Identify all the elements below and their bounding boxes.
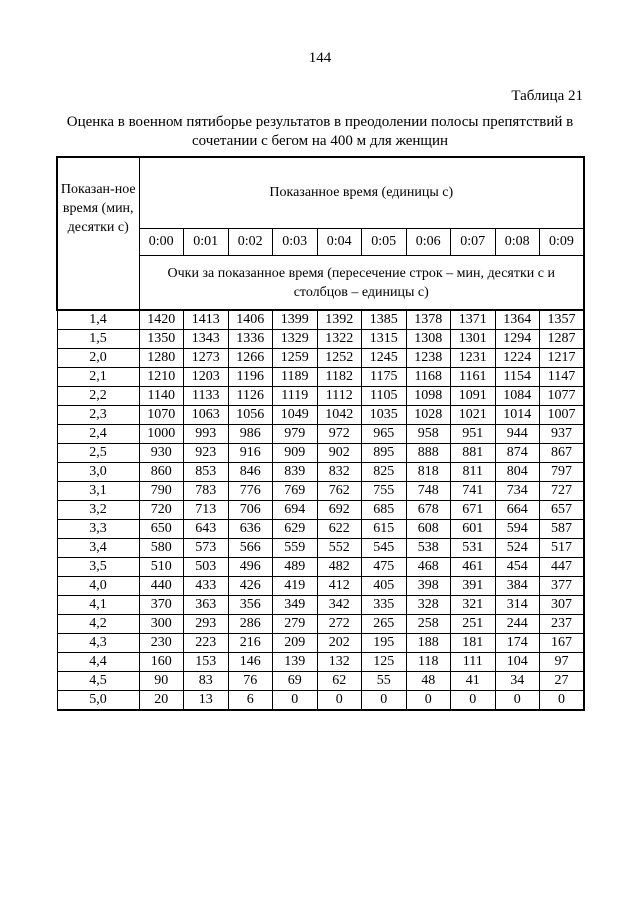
score-cell: 272: [317, 615, 362, 634]
table-body: [57, 310, 584, 710]
score-cell: 867: [540, 444, 585, 463]
row-header-cell: Показан-ное время (мин, десятки с): [57, 157, 139, 310]
score-cell: 720: [139, 501, 184, 520]
score-cell: 398: [406, 577, 451, 596]
score-cell: 482: [317, 558, 362, 577]
score-cell: 629: [273, 520, 318, 539]
score-cell: 1273: [184, 349, 229, 368]
score-cell: 902: [317, 444, 362, 463]
score-cell: 678: [406, 501, 451, 520]
score-cell: 664: [495, 501, 540, 520]
score-cell: 1266: [228, 349, 273, 368]
score-cell: 559: [273, 539, 318, 558]
score-cell: 727: [540, 482, 585, 501]
score-cell: 1406: [228, 310, 273, 330]
column-header-cell: 0:06: [406, 228, 451, 255]
row-time-cell: 5,0: [57, 691, 139, 711]
score-cell: 776: [228, 482, 273, 501]
table-row: [57, 653, 584, 672]
score-cell: 188: [406, 634, 451, 653]
score-cell: 1091: [451, 387, 496, 406]
score-cell: 1077: [540, 387, 585, 406]
score-cell: 433: [184, 577, 229, 596]
score-cell: 454: [495, 558, 540, 577]
score-cell: 0: [362, 691, 407, 711]
score-cell: 685: [362, 501, 407, 520]
column-header-cell: 0:04: [317, 228, 362, 255]
row-time-cell: 2,0: [57, 349, 139, 368]
score-cell: 517: [540, 539, 585, 558]
score-cell: 1189: [273, 368, 318, 387]
score-cell: 1343: [184, 330, 229, 349]
score-cell: 694: [273, 501, 318, 520]
score-cell: 839: [273, 463, 318, 482]
score-cell: 468: [406, 558, 451, 577]
score-cell: 734: [495, 482, 540, 501]
score-cell: 384: [495, 577, 540, 596]
score-cell: 1336: [228, 330, 273, 349]
score-cell: 825: [362, 463, 407, 482]
score-cell: 111: [451, 653, 496, 672]
table-title: Оценка в военном пятиборье результатов в преодолении полосы препятствий в сочетании с бегом на 400 м для женщин: [66, 114, 574, 149]
score-cell: 244: [495, 615, 540, 634]
score-cell: 979: [273, 425, 318, 444]
table-row: [57, 596, 584, 615]
score-cell: 307: [540, 596, 585, 615]
score-cell: 755: [362, 482, 407, 501]
score-cell: 587: [540, 520, 585, 539]
score-cell: 314: [495, 596, 540, 615]
score-cell: 419: [273, 577, 318, 596]
row-time-cell: 4,3: [57, 634, 139, 653]
row-time-cell: 2,1: [57, 368, 139, 387]
score-cell: 594: [495, 520, 540, 539]
score-cell: 993: [184, 425, 229, 444]
score-cell: 447: [540, 558, 585, 577]
score-cell: 846: [228, 463, 273, 482]
score-cell: 356: [228, 596, 273, 615]
table-row: [57, 425, 584, 444]
score-cell: 76: [228, 672, 273, 691]
score-cell: 202: [317, 634, 362, 653]
score-cell: 1112: [317, 387, 362, 406]
table-row: [57, 615, 584, 634]
points-header-cell: Очки за показанное время (пересечение строк – мин, десятки с и столбцов – единицы с): [139, 256, 584, 310]
score-cell: 643: [184, 520, 229, 539]
score-cell: 48: [406, 672, 451, 691]
score-cell: 146: [228, 653, 273, 672]
score-cell: 713: [184, 501, 229, 520]
score-cell: 426: [228, 577, 273, 596]
score-cell: 1238: [406, 349, 451, 368]
score-cell: 97: [540, 653, 585, 672]
table-row: [57, 310, 584, 330]
row-time-cell: 3,2: [57, 501, 139, 520]
header-row-time: [57, 157, 584, 228]
score-cell: 300: [139, 615, 184, 634]
score-cell: 1084: [495, 387, 540, 406]
score-cell: 1028: [406, 406, 451, 425]
row-time-cell: 2,4: [57, 425, 139, 444]
score-cell: 804: [495, 463, 540, 482]
score-cell: 20: [139, 691, 184, 711]
score-cell: 1007: [540, 406, 585, 425]
column-header-cell: 0:09: [540, 228, 585, 255]
table-row: [57, 368, 584, 387]
row-time-cell: 2,5: [57, 444, 139, 463]
score-cell: 328: [406, 596, 451, 615]
score-cell: 209: [273, 634, 318, 653]
score-cell: 0: [273, 691, 318, 711]
score-cell: 55: [362, 672, 407, 691]
score-cell: 461: [451, 558, 496, 577]
score-cell: 90: [139, 672, 184, 691]
column-header-cell: 0:03: [273, 228, 318, 255]
score-cell: 412: [317, 577, 362, 596]
score-cell: 321: [451, 596, 496, 615]
score-cell: 160: [139, 653, 184, 672]
score-cell: 881: [451, 444, 496, 463]
column-header-cell: 0:07: [451, 228, 496, 255]
row-time-cell: 2,3: [57, 406, 139, 425]
score-cell: 895: [362, 444, 407, 463]
column-header-cell: 0:05: [362, 228, 407, 255]
score-cell: 1119: [273, 387, 318, 406]
table-row: [57, 406, 584, 425]
row-time-cell: 4,2: [57, 615, 139, 634]
score-cell: 1294: [495, 330, 540, 349]
score-cell: 762: [317, 482, 362, 501]
table-row: [57, 349, 584, 368]
score-cell: 1301: [451, 330, 496, 349]
score-cell: 636: [228, 520, 273, 539]
score-cell: 1420: [139, 310, 184, 330]
column-header-cell: 0:08: [495, 228, 540, 255]
row-time-cell: 3,4: [57, 539, 139, 558]
column-header-cell: 0:01: [184, 228, 229, 255]
score-cell: 1217: [540, 349, 585, 368]
score-cell: 832: [317, 463, 362, 482]
score-cell: 265: [362, 615, 407, 634]
score-cell: 524: [495, 539, 540, 558]
score-cell: 1098: [406, 387, 451, 406]
row-time-cell: 3,5: [57, 558, 139, 577]
score-cell: 1308: [406, 330, 451, 349]
score-cell: 258: [406, 615, 451, 634]
score-cell: 566: [228, 539, 273, 558]
score-cell: 1280: [139, 349, 184, 368]
score-cell: 1329: [273, 330, 318, 349]
score-cell: 349: [273, 596, 318, 615]
score-cell: 692: [317, 501, 362, 520]
score-cell: 27: [540, 672, 585, 691]
score-cell: 1147: [540, 368, 585, 387]
score-cell: 1063: [184, 406, 229, 425]
column-header-cell: 0:00: [139, 228, 184, 255]
score-cell: 1315: [362, 330, 407, 349]
score-cell: 1196: [228, 368, 273, 387]
score-cell: 1021: [451, 406, 496, 425]
score-cell: 1357: [540, 310, 585, 330]
score-cell: 503: [184, 558, 229, 577]
score-cell: 1070: [139, 406, 184, 425]
table-row: [57, 691, 584, 711]
row-time-cell: 3,3: [57, 520, 139, 539]
score-cell: 769: [273, 482, 318, 501]
score-cell: 125: [362, 653, 407, 672]
score-cell: 391: [451, 577, 496, 596]
score-cell: 1350: [139, 330, 184, 349]
score-cell: 748: [406, 482, 451, 501]
score-cell: 1035: [362, 406, 407, 425]
table-row: [57, 558, 584, 577]
score-cell: 622: [317, 520, 362, 539]
score-cell: 1322: [317, 330, 362, 349]
score-cell: 69: [273, 672, 318, 691]
score-cell: 615: [362, 520, 407, 539]
score-cell: 706: [228, 501, 273, 520]
score-cell: 951: [451, 425, 496, 444]
score-cell: 601: [451, 520, 496, 539]
score-cell: 0: [406, 691, 451, 711]
score-cell: 440: [139, 577, 184, 596]
score-cell: 0: [540, 691, 585, 711]
score-cell: 489: [273, 558, 318, 577]
score-cell: 153: [184, 653, 229, 672]
score-cell: 1224: [495, 349, 540, 368]
table-row: [57, 463, 584, 482]
score-cell: 510: [139, 558, 184, 577]
table-row: [57, 330, 584, 349]
table-row: [57, 634, 584, 653]
score-cell: 475: [362, 558, 407, 577]
score-cell: 958: [406, 425, 451, 444]
score-cell: 1413: [184, 310, 229, 330]
score-cell: 1378: [406, 310, 451, 330]
score-cell: 34: [495, 672, 540, 691]
score-cell: 1231: [451, 349, 496, 368]
score-cell: 1168: [406, 368, 451, 387]
table-row: [57, 482, 584, 501]
table-row: [57, 577, 584, 596]
page-number: 144: [308, 50, 332, 66]
score-cell: 1399: [273, 310, 318, 330]
table-row: [57, 539, 584, 558]
score-cell: 1049: [273, 406, 318, 425]
table-row: [57, 672, 584, 691]
score-cell: 167: [540, 634, 585, 653]
score-cell: 237: [540, 615, 585, 634]
table-row: [57, 520, 584, 539]
score-cell: 62: [317, 672, 362, 691]
score-cell: 741: [451, 482, 496, 501]
score-cell: 1161: [451, 368, 496, 387]
score-cell: 0: [495, 691, 540, 711]
time-header-cell: Показанное время (единицы с): [139, 157, 584, 228]
score-cell: 1364: [495, 310, 540, 330]
score-cell: 657: [540, 501, 585, 520]
score-table: [56, 156, 585, 711]
table-row: [57, 444, 584, 463]
row-time-cell: 4,1: [57, 596, 139, 615]
score-cell: 1133: [184, 387, 229, 406]
score-cell: 83: [184, 672, 229, 691]
score-cell: 1252: [317, 349, 362, 368]
score-cell: 923: [184, 444, 229, 463]
score-cell: 930: [139, 444, 184, 463]
score-cell: 496: [228, 558, 273, 577]
column-header-cell: 0:02: [228, 228, 273, 255]
score-cell: 1392: [317, 310, 362, 330]
score-cell: 279: [273, 615, 318, 634]
score-cell: 811: [451, 463, 496, 482]
score-cell: 965: [362, 425, 407, 444]
score-cell: 573: [184, 539, 229, 558]
score-cell: 230: [139, 634, 184, 653]
row-time-cell: 3,0: [57, 463, 139, 482]
row-time-cell: 4,4: [57, 653, 139, 672]
score-cell: 216: [228, 634, 273, 653]
score-cell: 818: [406, 463, 451, 482]
score-cell: 0: [317, 691, 362, 711]
score-cell: 783: [184, 482, 229, 501]
table-header: [57, 157, 584, 310]
score-cell: 1154: [495, 368, 540, 387]
score-cell: 944: [495, 425, 540, 444]
score-cell: 41: [451, 672, 496, 691]
score-cell: 286: [228, 615, 273, 634]
score-cell: 1056: [228, 406, 273, 425]
score-cell: 1105: [362, 387, 407, 406]
score-cell: 909: [273, 444, 318, 463]
score-cell: 1385: [362, 310, 407, 330]
score-cell: 853: [184, 463, 229, 482]
row-time-cell: 1,5: [57, 330, 139, 349]
score-cell: 1259: [273, 349, 318, 368]
row-time-cell: 2,2: [57, 387, 139, 406]
score-cell: 293: [184, 615, 229, 634]
score-cell: 790: [139, 482, 184, 501]
score-cell: 552: [317, 539, 362, 558]
score-cell: 1042: [317, 406, 362, 425]
row-time-cell: 4,0: [57, 577, 139, 596]
score-cell: 986: [228, 425, 273, 444]
score-cell: 104: [495, 653, 540, 672]
score-cell: 118: [406, 653, 451, 672]
score-cell: 545: [362, 539, 407, 558]
score-cell: 6: [228, 691, 273, 711]
score-cell: 13: [184, 691, 229, 711]
score-cell: 363: [184, 596, 229, 615]
score-cell: 538: [406, 539, 451, 558]
score-cell: 342: [317, 596, 362, 615]
score-cell: 251: [451, 615, 496, 634]
score-cell: 797: [540, 463, 585, 482]
score-cell: 139: [273, 653, 318, 672]
score-cell: 1182: [317, 368, 362, 387]
score-cell: 972: [317, 425, 362, 444]
score-cell: 608: [406, 520, 451, 539]
score-cell: 223: [184, 634, 229, 653]
score-cell: 937: [540, 425, 585, 444]
score-cell: 1203: [184, 368, 229, 387]
score-cell: 650: [139, 520, 184, 539]
score-cell: 1210: [139, 368, 184, 387]
score-cell: 181: [451, 634, 496, 653]
score-cell: 580: [139, 539, 184, 558]
score-cell: 370: [139, 596, 184, 615]
score-cell: 1000: [139, 425, 184, 444]
score-cell: 531: [451, 539, 496, 558]
score-cell: 1371: [451, 310, 496, 330]
score-cell: 335: [362, 596, 407, 615]
row-time-cell: 3,1: [57, 482, 139, 501]
score-cell: 1175: [362, 368, 407, 387]
score-cell: 195: [362, 634, 407, 653]
score-cell: 874: [495, 444, 540, 463]
score-cell: 132: [317, 653, 362, 672]
score-cell: 1287: [540, 330, 585, 349]
score-cell: 1140: [139, 387, 184, 406]
score-cell: 377: [540, 577, 585, 596]
score-cell: 1014: [495, 406, 540, 425]
row-time-cell: 1,4: [57, 310, 139, 330]
score-cell: 1126: [228, 387, 273, 406]
table-row: [57, 501, 584, 520]
table-label: Таблица 21: [511, 88, 583, 104]
row-time-cell: 4,5: [57, 672, 139, 691]
score-cell: 916: [228, 444, 273, 463]
score-cell: 1245: [362, 349, 407, 368]
score-cell: 888: [406, 444, 451, 463]
score-cell: 174: [495, 634, 540, 653]
score-cell: 671: [451, 501, 496, 520]
score-cell: 0: [451, 691, 496, 711]
table-row: [57, 387, 584, 406]
score-cell: 860: [139, 463, 184, 482]
score-cell: 405: [362, 577, 407, 596]
